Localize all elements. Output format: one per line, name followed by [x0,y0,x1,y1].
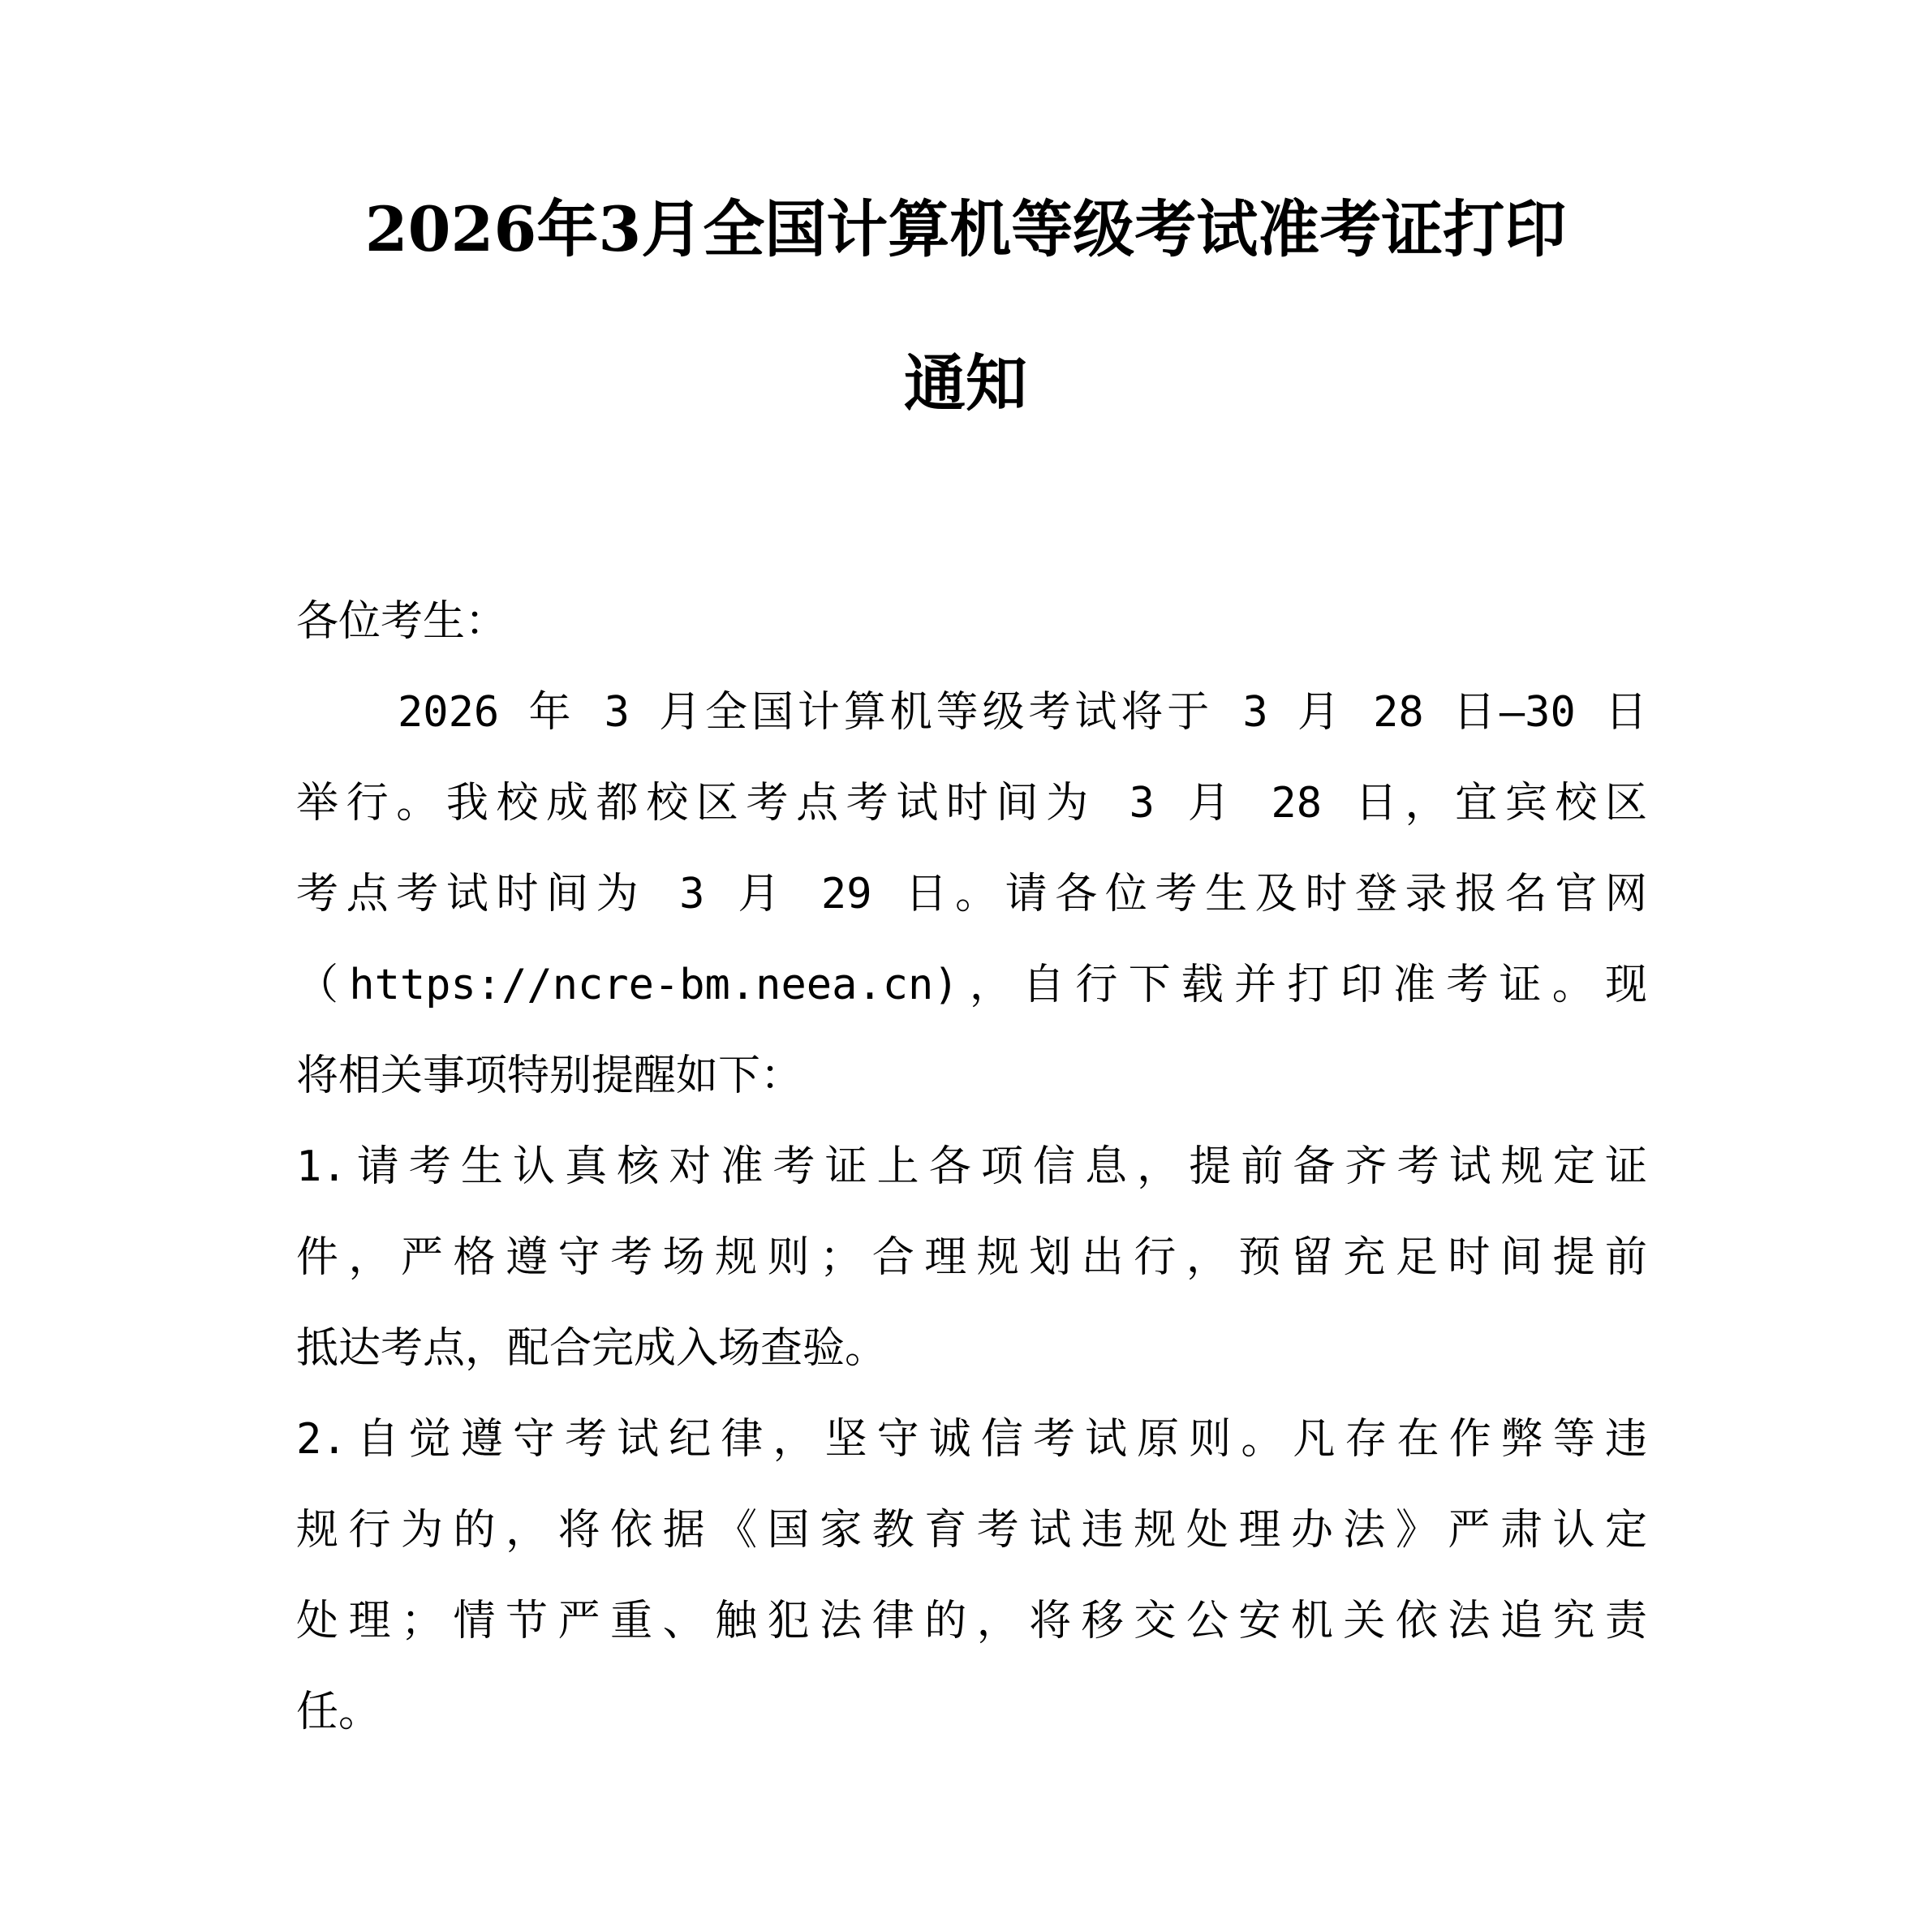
item-2-line-1: 2.自觉遵守考试纪律，坚守诚信考试原则。凡存在作弊等违 [296,1415,1647,1464]
intro-line-3: 考点考试时间为 3 月 29 日。请各位考生及时登录报名官网 [296,870,1647,918]
item-2-line-3: 处理；情节严重、触犯法律的，将移交公安机关依法追究责 [296,1597,1647,1645]
item-2-line-2: 规行为的，将依据《国家教育考试违规处理办法》严肃认定 [296,1506,1647,1555]
item-1-line-1: 1.请考生认真核对准考证上各项信息，提前备齐考试规定证 [296,1142,1647,1191]
item-1-line-2: 件，严格遵守考场规则；合理规划出行，预留充足时间提前 [296,1233,1647,1282]
intro-line-1: 2026 年 3 月全国计算机等级考试将于 3 月 28 日—30 日 [398,688,1647,737]
document-title-line-1: 2026年3月全国计算机等级考试准考证打印 [364,193,1567,265]
intro-line-4-with-website-link: （https://ncre-bm.neea.cn)，自行下载并打印准考证。现 [296,961,1647,1009]
intro-line-5: 将相关事项特别提醒如下： [296,1052,803,1100]
item-1-line-3: 抵达考点，配合完成入场查验。 [296,1324,888,1373]
document-title-line-2: 通知 [904,347,1027,419]
item-2-line-4: 任。 [296,1688,381,1736]
salutation: 各位考生： [296,597,508,646]
intro-line-2: 举行。我校成都校区考点考试时间为 3 月 28 日，宜宾校区 [296,779,1647,828]
